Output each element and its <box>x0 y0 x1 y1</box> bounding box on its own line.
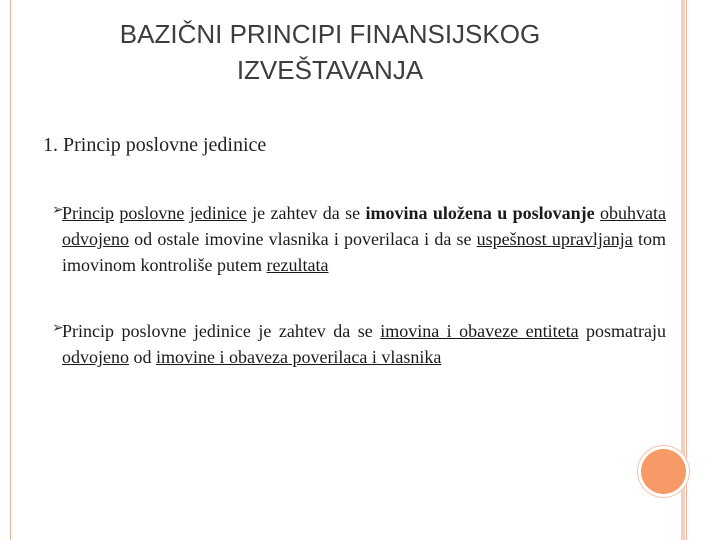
bullet-text-segment: posmatraju <box>578 321 667 341</box>
bullet-text-segment: tom imovinom kontroliše putem <box>62 229 666 275</box>
bullet-text-segment: od <box>129 347 156 367</box>
bullet-text-segment: uspešnost upravljanja <box>476 229 633 249</box>
bullet-text-segment: imovina uložena u poslovanje <box>365 203 595 223</box>
right-frame-line <box>686 0 687 540</box>
bullet-text-segment: Princip poslovne jedinice je zahtev da se <box>62 321 381 341</box>
section-subheading: 1. Princip poslovne jedinice <box>43 134 267 156</box>
decorative-circle <box>641 449 686 494</box>
bullet-text-segment: odvojeno <box>62 347 129 367</box>
bullet-text-segment: rezultata <box>266 255 329 275</box>
bullet-text-segment: odvojeno <box>62 229 129 249</box>
bullet-text-segment: jedinice <box>189 203 247 223</box>
bullet-text-segment: Princip <box>62 203 114 223</box>
bullet-text <box>62 318 666 370</box>
bullet-text-segment: obuhvata <box>600 203 667 223</box>
bullet-item-2 <box>52 318 666 370</box>
slide-title-line2: IZVEŠTAVANJA <box>236 55 424 85</box>
bullet-text-segment: od ostale imovine vlasnika i poverilaca i da se <box>129 229 477 249</box>
bullet-text <box>62 200 666 278</box>
arrowhead-bullet-icon: ➢ <box>52 320 64 336</box>
slide-title-line1: BAZIČNI PRINCIPI FINANSIJSKOG <box>119 19 541 49</box>
bullet-text-segment: imovine i obaveza poverilaca i vlasnika <box>156 347 442 367</box>
bullet-item-1 <box>52 200 666 278</box>
bullet-text-segment: poslovne <box>119 203 185 223</box>
arrowhead-bullet-icon: ➢ <box>52 202 64 218</box>
left-frame-line <box>10 0 11 540</box>
slide-title <box>40 16 620 88</box>
bullet-list <box>52 200 666 370</box>
bullet-text-segment: je zahtev da se <box>246 203 366 223</box>
bullet-text-segment: imovina i obaveze entiteta <box>380 321 579 341</box>
